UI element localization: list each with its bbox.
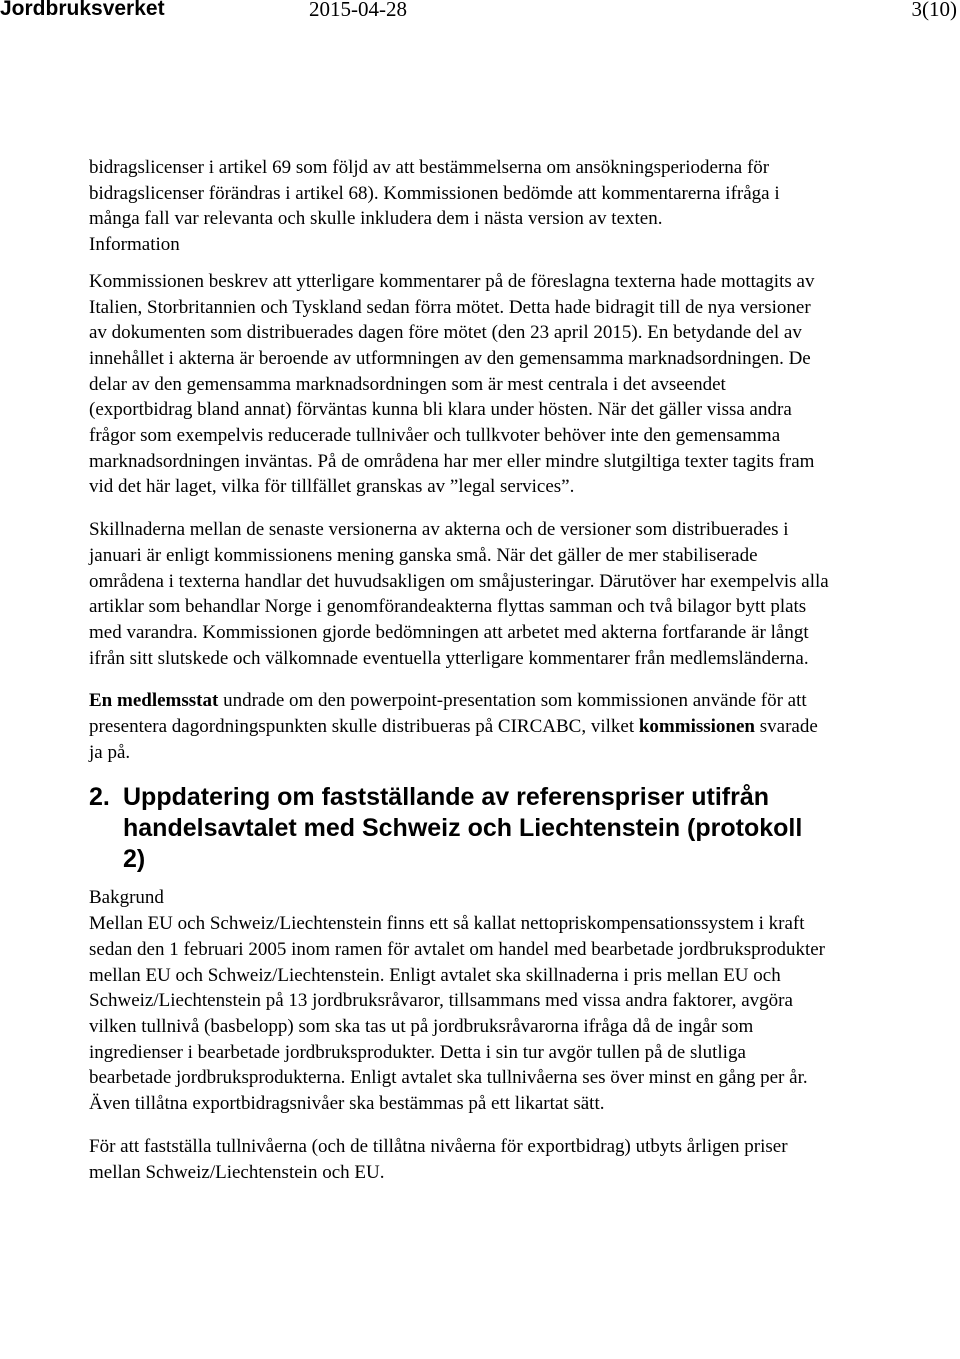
page-number: 3(10) xyxy=(911,0,957,21)
paragraph-information: Kommissionen beskrev att ytterligare kommentarer på de föreslagna texterna hade mottagits av Italien, Storbritannien och Tyskland sedan förra mötet. Detta hade bidragit till de nya versioner av dokumenten som distribuerades dagen före mötet (den 23 april 2015). En betydande del av innehållet i akterna är beroende av utformningen av den gemensamma marknadsordningen. De delar av den gemensamma marknadsordningen som är mest centrala i det avseendet (exportbidrag bland annat) förväntas kunna bli klara under hösten. När det gäller vissa andra frågor som exempelvis reducerade tullnivåer och tullkvoter behöver inte den gemensamma marknadsordningen inväntas. På de områdena har mer eller mindre slutgiltiga texter tagits fram vid det här laget, vilka för tillfället granskas av ”legal services”. xyxy=(89,270,815,498)
section-title: Uppdatering om fastställande av referenspriser utifrån handelsavtalet med Schweiz och Liechtenstein (protokoll 2) xyxy=(123,783,803,874)
page-header xyxy=(0,0,960,24)
paragraph-background: Mellan EU och Schweiz/Liechtenstein finns ett så kallat nettopriskompensationssystem i kraft sedan den 1 februari 2005 inom ramen för avtalet om handel med bearbetade jordbruksprodukter mellan EU och Schweiz/Liechtenstein. Enligt avtalet ska skillnaderna i pris mellan EU och Schweiz/Liechtenstein på 13 jordbruksråvaror, tillsammans med vissa andra faktorer, avgöra vilken tullnivå (basbelopp) som ska tas ut på jordbruksråvarorna ifråga då de ingår som ingredienser i bearbetade jordbruksprodukter. Detta i sin tur avgör tullen på de slutliga bearbetade jordbruksprodukterna. Enligt avtalet ska tullnivåerna ses över minst en gång per år. Även tillåtna exportbidragsnivåer ska bestämmas på ett likartat sätt. xyxy=(89,913,825,1115)
document-date: 2015-04-28 xyxy=(309,0,407,21)
bold-member-state: En medlemsstat xyxy=(89,690,219,712)
bakgrund-label: Bakgrund xyxy=(89,887,164,909)
organization-name: Jordbruksverket xyxy=(0,0,165,20)
paragraph-member-state xyxy=(89,688,829,765)
information-label: Information xyxy=(89,234,180,256)
section-heading xyxy=(89,782,829,875)
document-body xyxy=(89,155,829,1185)
paragraph-prices: För att fastställa tullnivåerna (och de tillåtna nivåerna för exportbidrag) utbyts årligen priser mellan Schweiz/Liechtenstein och EU. xyxy=(89,1135,788,1183)
member-state-end: svarade ja på. xyxy=(89,716,818,763)
section-number: 2. xyxy=(89,783,110,812)
member-state-text: undrade om den powerpoint-presentation som kommissionen använde för att presentera dagordningspunkten skulle distribueras på CIRCABC, vilket xyxy=(89,690,807,738)
bold-commission: kommissionen xyxy=(638,716,755,738)
paragraph-differences: Skillnaderna mellan de senaste versionerna av akterna och de versioner som distribuerades i januari är enligt kommissionens mening ganska små. När det gäller de mer stabiliserade områdena i texterna handlar det huvudsakligen om småjusteringar. Därutöver har exempelvis alla artiklar som behandlar Norge i genomförandeakterna flyttas samman och två bilagor bytt plats med varandra. Kommissionen gjorde bedömningen att arbetet med akterna fortfarande är långt ifrån sitt slutskede och välkomnade eventuella ytterligare kommentarer från medlemsländerna. xyxy=(89,519,829,669)
paragraph-continuation: bidragslicenser i artikel 69 som följd av att bestämmelserna om ansökningsperioderna för bidragslicenser förändras i artikel 68). Kommissionen bedömde att kommentarerna ifråga i många fall var relevanta och skulle inkludera dem i nästa version av texten. xyxy=(89,157,780,230)
